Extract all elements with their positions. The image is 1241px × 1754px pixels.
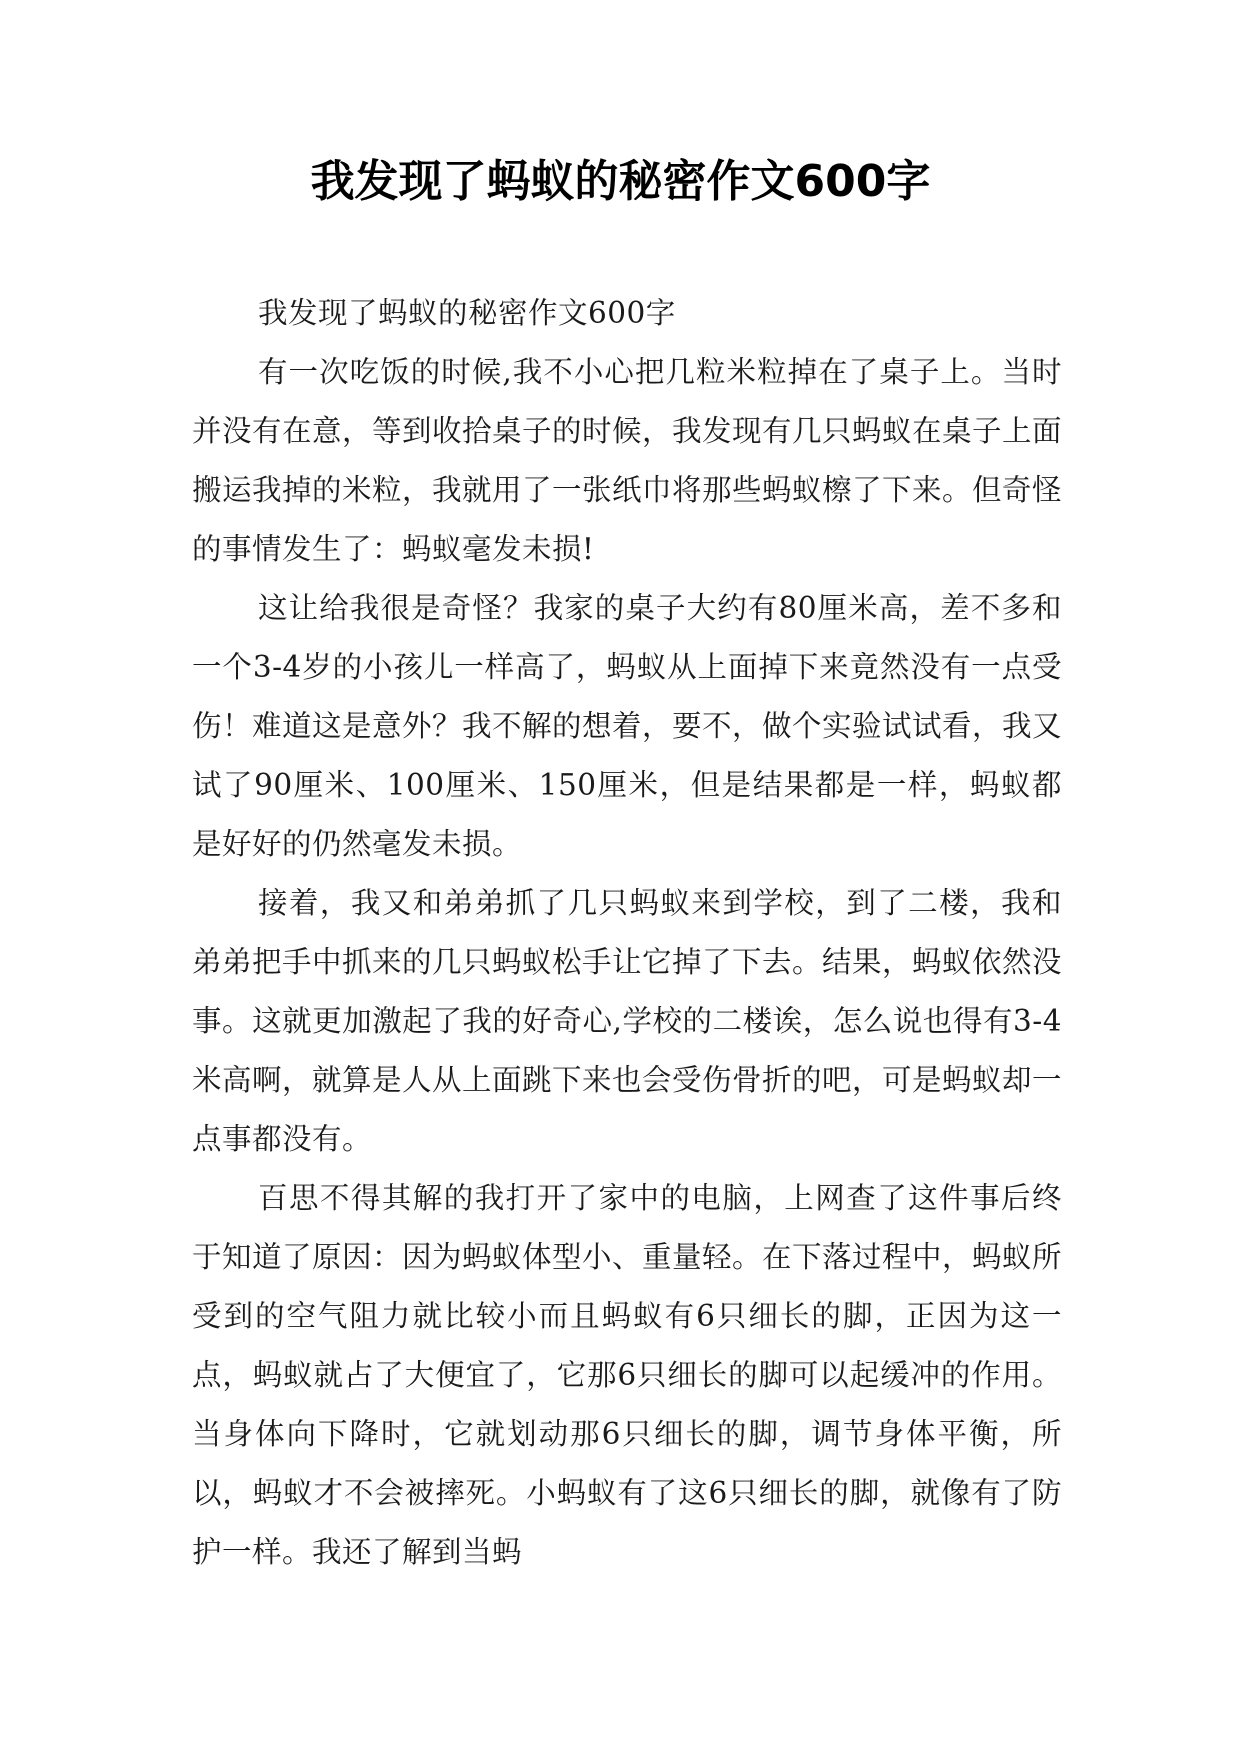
paragraph: 有一次吃饭的时候,我不小心把几粒米粒掉在了桌子上。当时并没有在意，等到收拾桌子的时候，我发现有几只蚂蚁在桌子上面搬运我掉的米粒，我就用了一张纸巾将那些蚂蚁檫了下来。但奇怪的事情发生了：蚂蚁毫发未损! [192,355,1063,566]
paragraph: 这让给我很是奇怪？我家的桌子大约有80厘米高，差不多和一个3-4岁的小孩儿一样高了，蚂蚁从上面掉下来竟然没有一点受伤！难道这是意外？我不解的想着，要不，做个实验试试看，我又试了90厘米、100厘米、150厘米，但是结果都是一样，蚂蚁都是好好的仍然毫发未损。 [192,591,1063,861]
paragraph: 百思不得其解的我打开了家中的电脑，上网查了这件事后终于知道了原因：因为蚂蚁体型小、重量轻。在下落过程中，蚂蚁所受到的空气阻力就比较小而且蚂蚁有6只细长的脚，正因为这一点，蚂蚁就占了大便宜了，它那6只细长的脚可以起缓冲的作用。当身体向下降时，它就划动那6只细长的脚，调节身体平衡，所以，蚂蚁才不会被摔死。小蚂蚁有了这6只细长的脚，就像有了防护一样。我还了解到当蚂 [192,1181,1063,1569]
paragraph: 接着，我又和弟弟抓了几只蚂蚁来到学校，到了二楼，我和弟弟把手中抓来的几只蚂蚁松手让它掉了下去。结果，蚂蚁依然没事。这就更加激起了我的好奇心,学校的二楼诶，怎么说也得有3-4米高啊，就算是人从上面跳下来也会受伤骨折的吧，可是蚂蚁却一点事都没有。 [192,886,1063,1156]
document-body [192,284,1062,1582]
paragraph: 我发现了蚂蚁的秘密作文600字 [258,296,676,330]
document-title: 我发现了蚂蚁的秘密作文600字 [310,156,931,207]
